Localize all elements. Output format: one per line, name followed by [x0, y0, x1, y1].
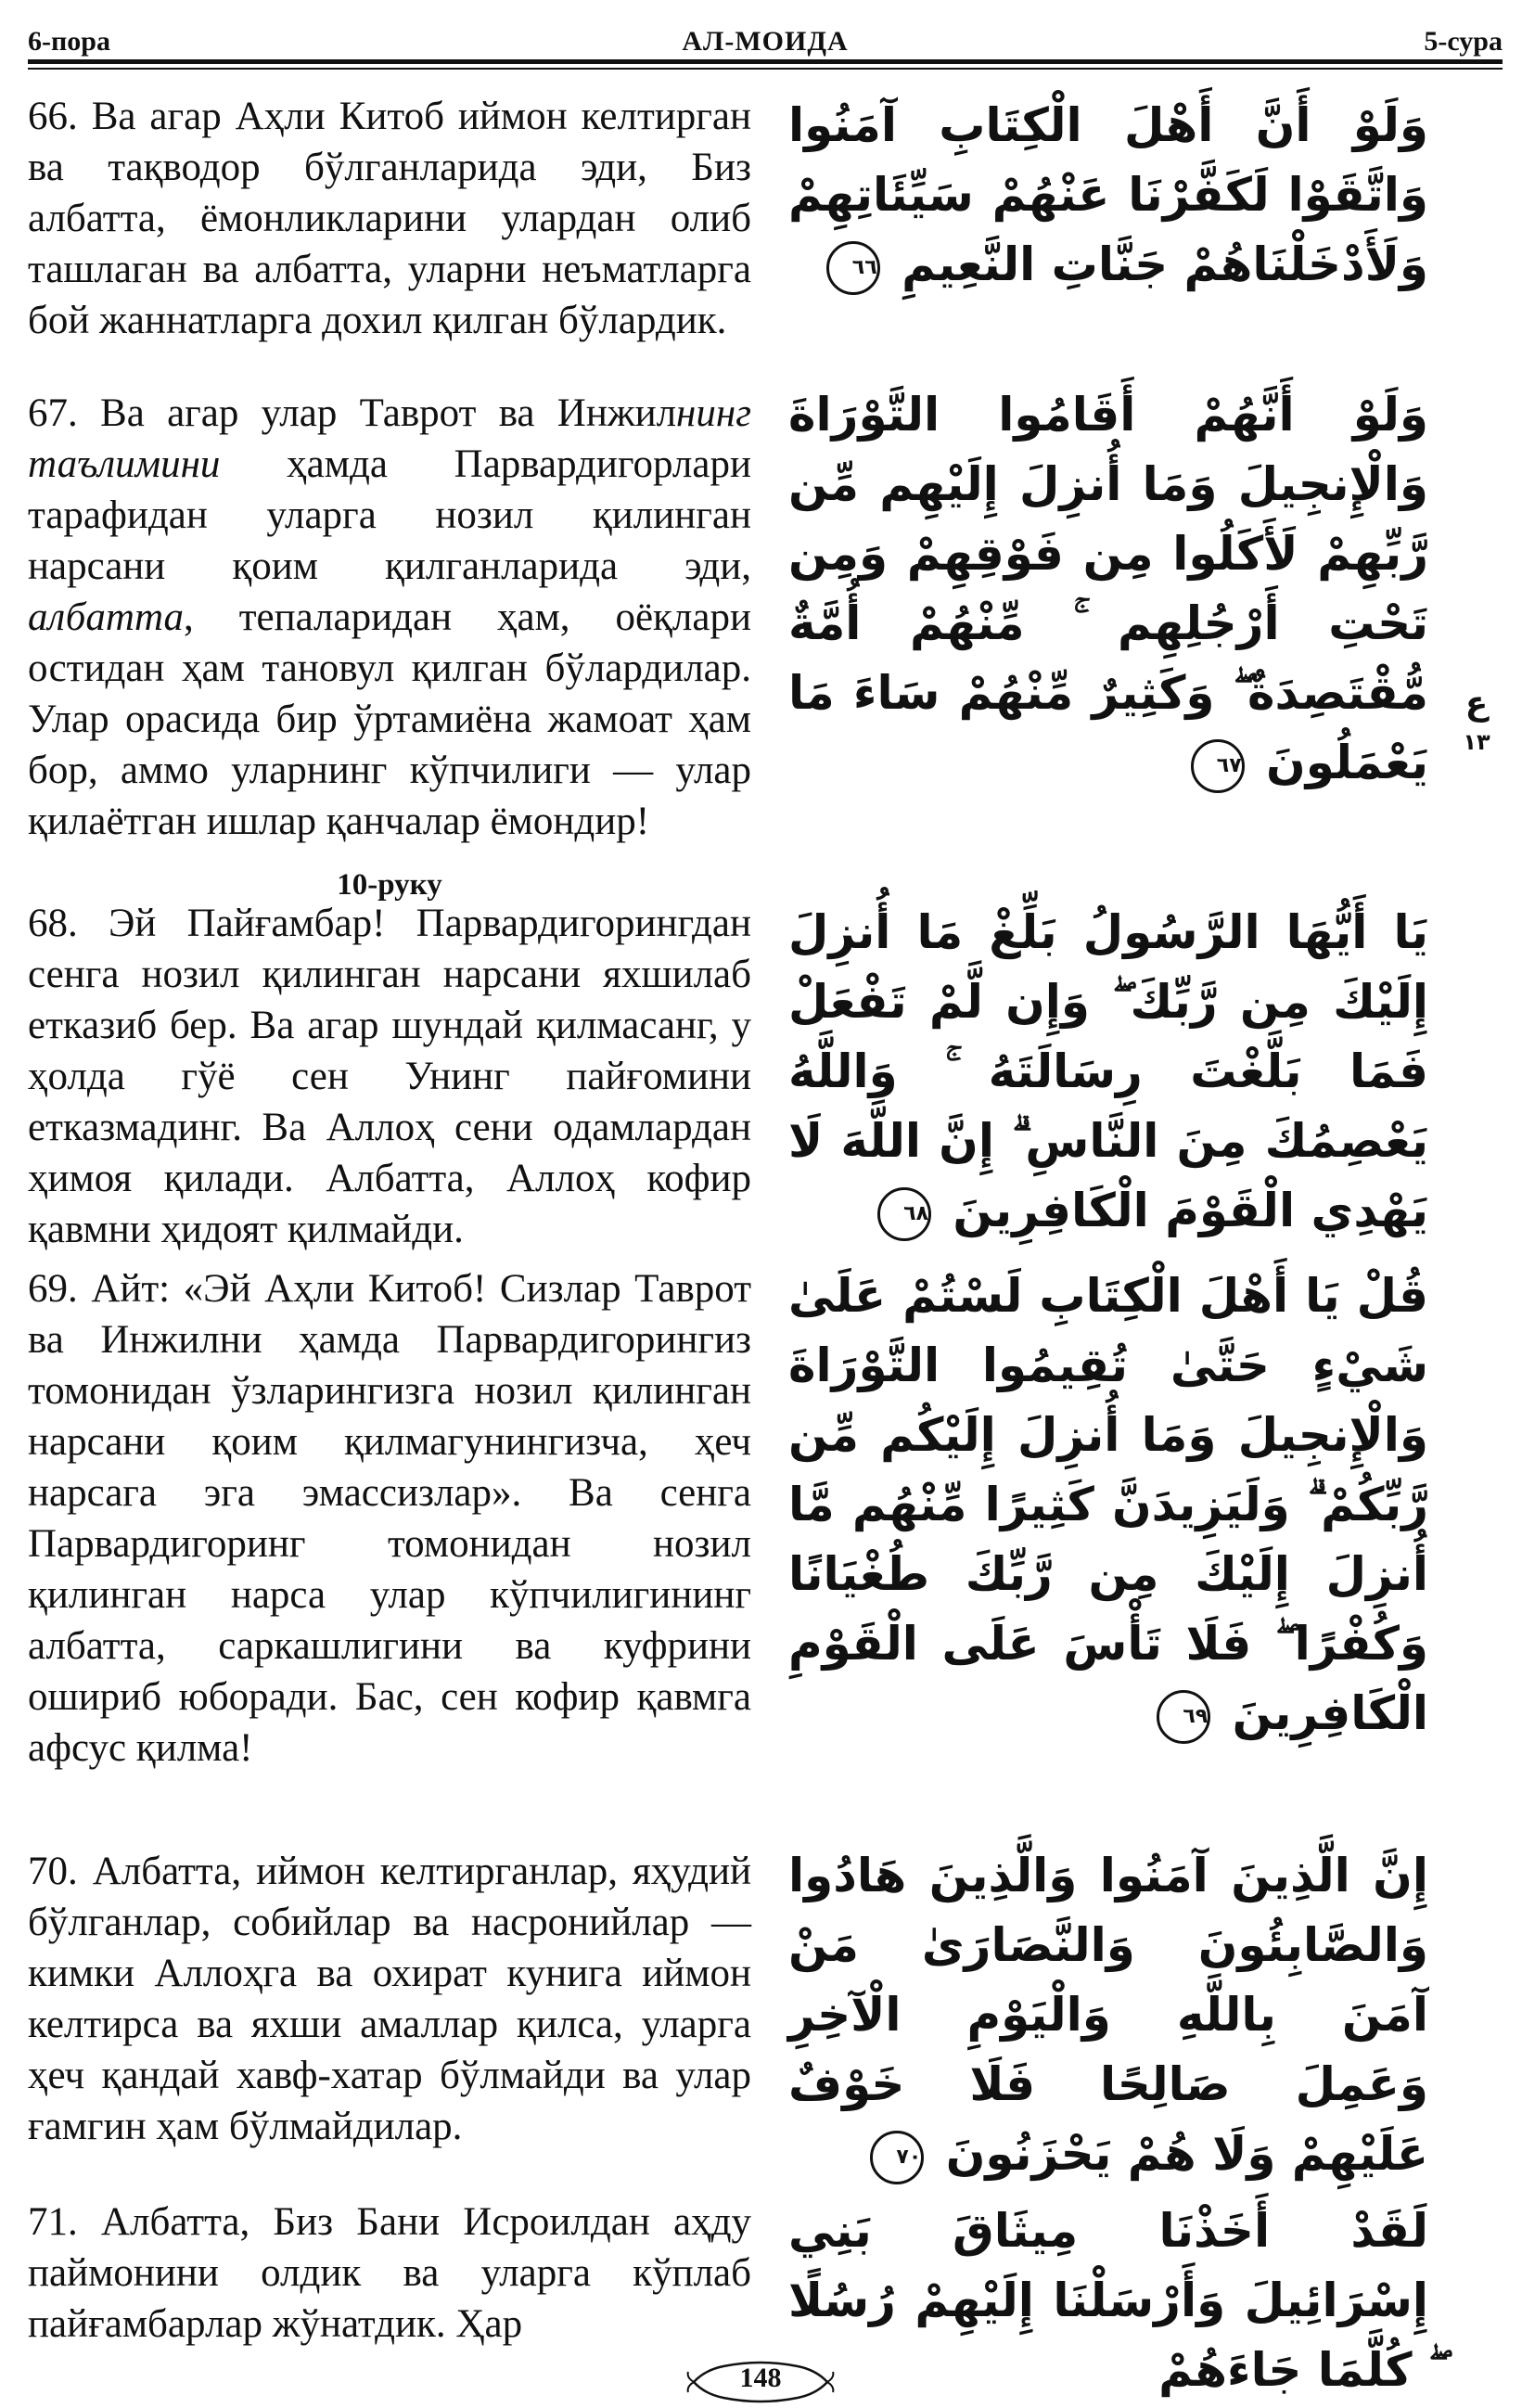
page-header [28, 11, 1503, 58]
verse-text: 69. Айт: «Эй Аҳли Китоб! Сизлар Таврот ва Инжилни ҳамда Парвардигорингиз томонидан ўзларингизга нозил қилинган нарсани қоим қилмагунингизча, ҳеч нарсага эга эмассизлар». Ва сенга Парвардигоринг томонидан нозил қилинган нарса улар кўпчилигининг албатта, саркашлигини ва куфрини ошириб юборади. Бас, сен кофир қавмга афсус қилма! [28, 1267, 751, 1770]
surah-number-label: 5-сура [1424, 26, 1503, 57]
verse-translation-66 [28, 91, 751, 346]
header-rule-thin [28, 68, 1503, 70]
verse-arabic-68 [788, 898, 1428, 1246]
verse-arabic-70 [788, 1841, 1428, 2189]
ayah-number-mark: ٦٩ [1157, 1690, 1210, 1744]
verse-text: 68. Эй Пайғамбар! Парвардигорингдан сенга нозил қилинган нарсани яхшилаб етказиб бер. Ва агар шундай қилмасанг, у ҳолда гўё сен Унинг пайғомини етказмадинг. Ва Аллоҳ сени одамлардан ҳимоя қилади. Албатта, Аллоҳ кофир қавмни ҳидоят қилмайди. [28, 902, 751, 1251]
verse-arabic-71 [788, 2197, 1428, 2405]
arabic-text: وَلَوْ أَنَّهُمْ أَقَامُوا التَّوْرَاةَ وَالْإِنجِيلَ وَمَا أُنزِلَ إِلَيْهِم مِّن رَّبِّهِمْ لَأَكَلُوا مِن فَوْقِهِمْ وَمِن تَحْتِ أَرْجُلِهِم ۚ مِّنْهُمْ أُمَّةٌ مُّقْتَصِدَةٌ ۖ وَكَثِيرٌ مِّنْهُمْ سَاءَ مَا يَعْمَلُونَ [788, 388, 1428, 789]
verse-text: 67. Ва агар улар Таврот ва Инжилнинг таълимини ҳамда Парвардигорлари тарафидан уларга нозил қилинган нарсани қоим қилганларида эди, албатта, тепаларидан ҳам, оёқлари остидан ҳам тановул қилган бўлардилар. Улар орасида бир ўртамиёна жамоат ҳам бор, аммо уларнинг кўпчилиги — улар қилаётган ишлар қанчалар ёмондир! [28, 391, 751, 843]
verse-translation-68 [28, 898, 751, 1255]
arabic-text: وَلَوْ أَنَّ أَهْلَ الْكِتَابِ آمَنُوا وَاتَّقَوْا لَكَفَّرْنَا عَنْهُمْ سَيِّئَاتِهِمْ وَلَأَدْخَلْنَاهُمْ جَنَّاتِ النَّعِيمِ [788, 98, 1428, 291]
verse-translation-67 [28, 388, 751, 847]
ruku-margin-mark [1452, 677, 1503, 788]
ain-glyph: ع [1464, 685, 1489, 723]
verse-arabic-69 [788, 1262, 1428, 1748]
surah-title: АЛ-МОИДА [682, 26, 849, 57]
arabic-text: قُلْ يَا أَهْلَ الْكِتَابِ لَسْتُمْ عَلَىٰ شَيْءٍ حَتَّىٰ تُقِيمُوا التَّوْرَاةَ وَالْإِنجِيلَ وَمَا أُنزِلَ إِلَيْكُم مِّن رَّبِّكُمْ ۗ وَلَيَزِيدَنَّ كَثِيرًا مِّنْهُم مَّا أُنزِلَ إِلَيْكَ مِن رَّبِّكَ طُغْيَانًا وَكُفْرًا ۖ فَلَا تَأْسَ عَلَى الْقَوْمِ الْكَافِرِينَ [788, 1269, 1428, 1740]
ayah-number-mark: ٦٦ [826, 241, 880, 295]
ayah-number-mark: ٧٠ [870, 2131, 924, 2184]
arabic-text: إِنَّ الَّذِينَ آمَنُوا وَالَّذِينَ هَادُوا وَالصَّابِئُونَ وَالنَّصَارَىٰ مَنْ آمَنَ بِاللَّهِ وَالْيَوْمِ الْآخِرِ وَعَمِلَ صَالِحًا فَلَا خَوْفٌ عَلَيْهِمْ وَلَا هُمْ يَحْزَنُونَ [788, 1849, 1428, 2181]
verse-translation-71 [28, 2197, 751, 2350]
header-rule-thick [28, 59, 1503, 64]
page-number-text: 148 [739, 2363, 782, 2393]
verse-text: 66. Ва агар Аҳли Китоб иймон келтирган ва тақводор бўлганларида эди, Биз албатта, ёмонликларини улардан олиб ташлаган ва албатта, уларни неъматларга бой жаннатларга дохил қилган бўлардик. [28, 95, 751, 342]
verse-text: 71. Албатта, Биз Бани Исроилдан аҳду паймонини олдик ва уларга кўплаб пайғамбарлар жўнатдик. Ҳар [28, 2200, 751, 2346]
margin-mark-number: ١٣ [1463, 729, 1490, 755]
ayah-number-mark: ٦٨ [877, 1187, 931, 1241]
arabic-text: يَا أَيُّهَا الرَّسُولُ بَلِّغْ مَا أُنزِلَ إِلَيْكَ مِن رَّبِّكَ ۖ وَإِن لَّمْ تَفْعَلْ فَمَا بَلَّغْتَ رِسَالَتَهُ ۚ وَاللَّهُ يَعْصِمُكَ مِنَ النَّاسِ ۗ إِنَّ اللَّهَ لَا يَهْدِي الْقَوْمَ الْكَافِرِينَ [788, 905, 1428, 1237]
juz-label: 6-пора [28, 26, 110, 57]
verse-translation-69 [28, 1263, 751, 1774]
ayah-number-mark: ٦٧ [1191, 739, 1245, 793]
verse-arabic-66 [788, 91, 1428, 300]
verse-arabic-67 [788, 380, 1428, 798]
verse-text: 70. Албатта, иймон келтирганлар, яҳудий бўлганлар, собийлар ва насронийлар — кимки Аллоҳга ва охират кунига иймон келтирса ва яхши амаллар қилса, уларга ҳеч қандай хавф-хатар бўлмайди ва улар ғамгин ҳам бўлмайдилар. [28, 1850, 751, 2148]
ruku-heading: 10-руку [337, 868, 442, 902]
arabic-text: لَقَدْ أَخَذْنَا مِيثَاقَ بَنِي إِسْرَائِيلَ وَأَرْسَلْنَا إِلَيْهِمْ رُسُلًا ۖ كُلَّمَا جَاءَهُمْ [788, 2204, 1428, 2397]
page-number [686, 2361, 835, 2403]
verse-translation-70 [28, 1846, 751, 2152]
